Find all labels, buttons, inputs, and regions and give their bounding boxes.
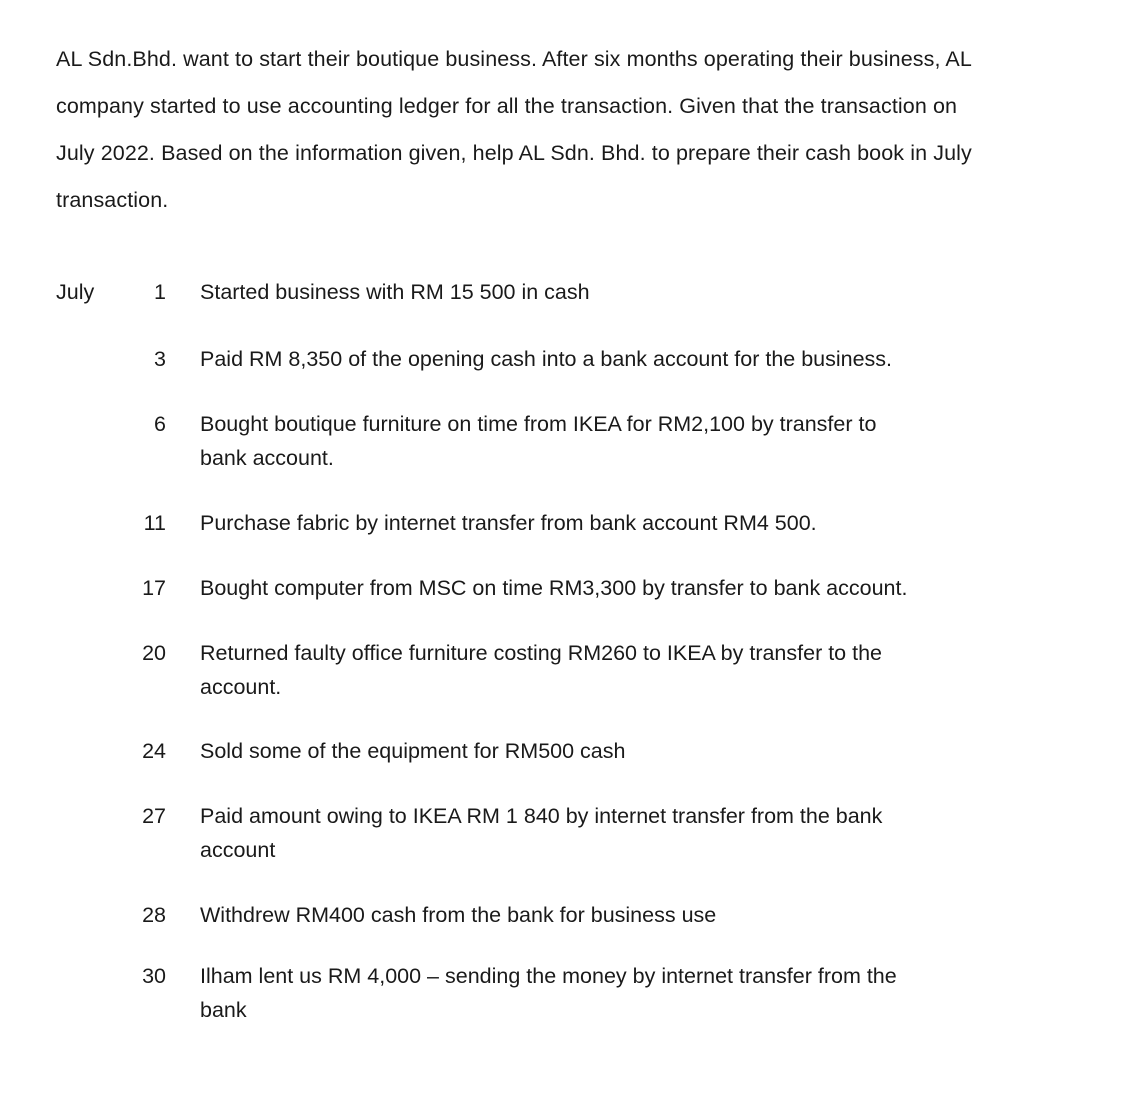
transaction-day: 6 <box>154 412 166 436</box>
transaction-description <box>200 734 960 768</box>
description-line: bank <box>200 998 247 1022</box>
transaction-description <box>200 959 960 1027</box>
description-line: account. <box>200 675 282 699</box>
description-line: Ilham lent us RM 4,000 – sending the money by internet transfer from the <box>200 964 897 988</box>
transaction-day: 24 <box>142 739 166 763</box>
question-line: AL Sdn.Bhd. want to start their boutique business. After six months operating their business, AL <box>56 47 972 71</box>
transaction-day: 3 <box>154 347 166 371</box>
transaction-day: 20 <box>142 641 166 665</box>
description-line: Sold some of the equipment for RM500 cash <box>200 739 626 763</box>
transaction-day: 30 <box>142 964 166 988</box>
description-line: Returned faulty office furniture costing RM260 to IKEA by transfer to the <box>200 641 882 665</box>
question-line: July 2022. Based on the information given, help AL Sdn. Bhd. to prepare their cash book in July <box>56 141 972 165</box>
description-line: Paid RM 8,350 of the opening cash into a bank account for the business. <box>200 347 893 371</box>
transaction-description <box>200 636 960 704</box>
question-paragraph <box>56 36 1066 224</box>
description-line: Paid amount owing to IKEA RM 1 840 by internet transfer from the bank <box>200 804 883 828</box>
description-line: bank account. <box>200 446 334 470</box>
description-line: Bought boutique furniture on time from IKEA for RM2,100 by transfer to <box>200 412 877 436</box>
description-line: Purchase fabric by internet transfer from bank account RM4 500. <box>200 511 817 535</box>
transaction-description <box>200 571 960 605</box>
transaction-month: July <box>56 280 95 304</box>
description-line: Bought computer from MSC on time RM3,300 by transfer to bank account. <box>200 576 908 600</box>
question-line: transaction. <box>56 188 169 212</box>
description-line: Withdrew RM400 cash from the bank for business use <box>200 903 717 927</box>
transaction-day: 27 <box>142 804 166 828</box>
transaction-day: 28 <box>142 903 166 927</box>
transaction-day: 17 <box>142 576 166 600</box>
transaction-day: 11 <box>143 511 166 535</box>
transaction-description <box>200 275 960 309</box>
description-line: Started business with RM 15 500 in cash <box>200 280 590 304</box>
transaction-day: 1 <box>154 280 166 304</box>
transaction-description <box>200 506 960 540</box>
transaction-description <box>200 342 960 376</box>
transaction-description <box>200 407 960 475</box>
transaction-description <box>200 898 960 932</box>
description-line: account <box>200 838 276 862</box>
question-line: company started to use accounting ledger for all the transaction. Given that the transaction on <box>56 94 958 118</box>
transaction-description <box>200 799 960 867</box>
